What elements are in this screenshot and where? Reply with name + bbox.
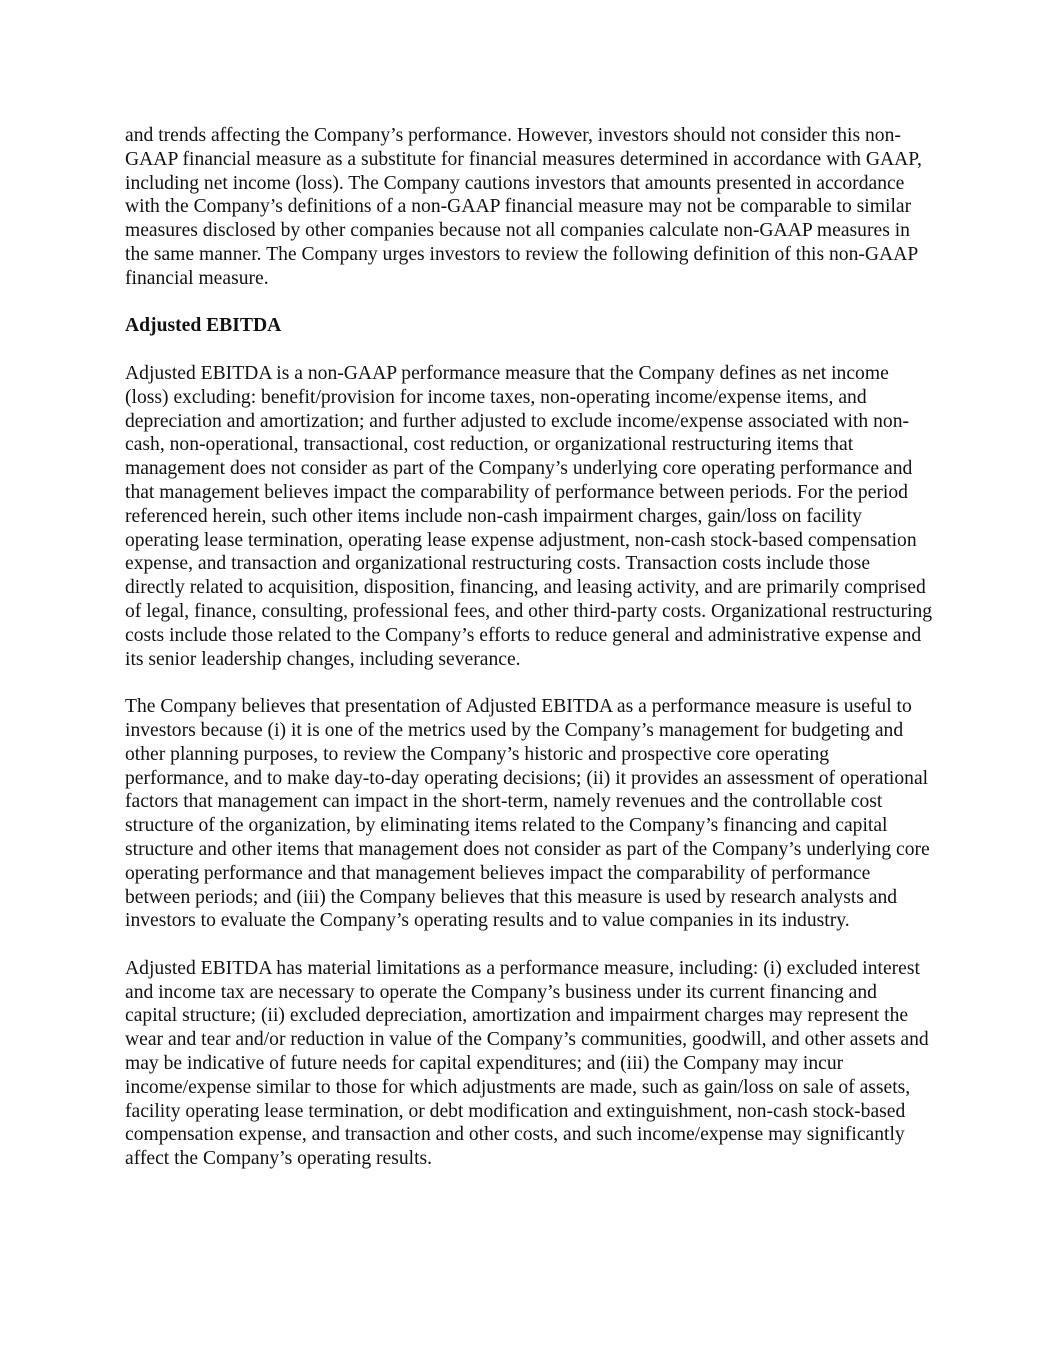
section-heading-adjusted-ebitda: Adjusted EBITDA (125, 315, 282, 337)
document-page (125, 124, 933, 1195)
usefulness-paragraph: The Company believes that presentation of Adjusted EBITDA as a performance measure is useful to investors because (i) it is one of the metrics used by the Company’s management for budgeting and other planning purposes, to review the Company’s historic and prospective core operating performance, and to make day-to-day operating decisions; (ii) it provides an assessment of operational factors that management can impact in the short-term, namely revenues and the controllable cost structure of the organization, by eliminating items related to the Company’s financing and capital structure and other items that management does not consider as part of the Company’s underlying core operating performance and that management believes impact the comparability of performance between periods; and (iii) the Company believes that this measure is used by research analysts and investors to evaluate the Company’s operating results and to value companies in its industry. (125, 696, 930, 932)
intro-paragraph: and trends affecting the Company’s performance. However, investors should not consider this non-GAAP financial measure as a substitute for financial measures determined in accordance with GAAP, including net income (loss). The Company cautions investors that amounts presented in accordance with the Company’s definitions of a non-GAAP financial measure may not be comparable to similar measures disclosed by other companies because not all companies calculate non-GAAP measures in the same manner. The Company urges investors to review the following definition of this non-GAAP financial measure. (125, 125, 922, 289)
definition-paragraph: Adjusted EBITDA is a non-GAAP performance measure that the Company defines as net income (loss) excluding: benefit/provision for income taxes, non-operating income/expense items, and depreciation and amortization; and further adjusted to exclude income/expense associated with non-cash, non-operational, transactional, cost reduction, or organizational restructuring items that management does not consider as part of the Company’s underlying core operating performance and that management believes impact the comparability of performance between periods. For the period referenced herein, such other items include non-cash impairment charges, gain/loss on facility operating lease termination, operating lease expense adjustment, non-cash stock-based compensation expense, and transaction and organizational restructuring costs. Transaction costs include those directly related to acquisition, disposition, financing, and leasing activity, and are primarily comprised of legal, finance, consulting, professional fees, and other third-party costs. Organizational restructuring costs include those related to the Company’s efforts to reduce general and administrative expense and its senior leadership changes, including severance. (125, 362, 933, 670)
limitations-paragraph: Adjusted EBITDA has material limitations as a performance measure, including: (i) excluded interest and income tax are necessary to operate the Company’s business under its current financing and capital structure; (ii) excluded depreciation, amortization and impairment charges may represent the wear and tear and/or reduction in value of the Company’s communities, goodwill, and other assets and may be indicative of future needs for capital expenditures; and (iii) the Company may incur income/expense similar to those for which adjustments are made, such as gain/loss on sale of assets, facility operating lease termination, or debt modification and extinguishment, non-cash stock-based compensation expense, and transaction and other costs, and such income/expense may significantly affect the Company’s operating results. (125, 957, 929, 1170)
